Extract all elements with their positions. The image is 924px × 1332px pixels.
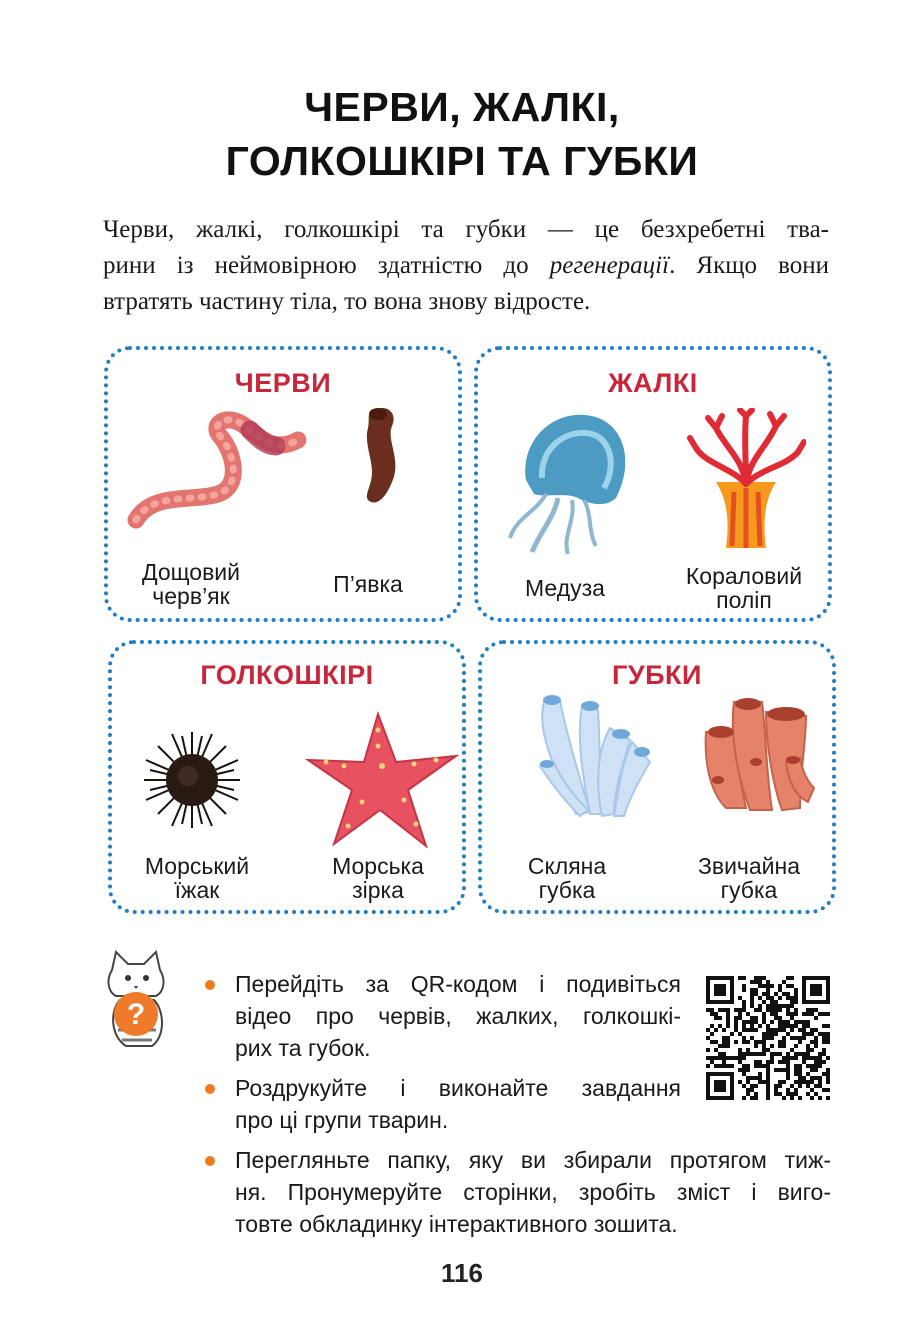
cat-question-icon: [100, 950, 172, 1050]
task-3-line-1: Перегляньте папку, яку ви збирали протягом тиж-: [235, 1147, 831, 1173]
card-worms: [104, 346, 462, 622]
label-coral-polyp-line2: поліп: [716, 587, 772, 613]
task-item: [205, 1144, 831, 1240]
title-line-1: ЧЕРВИ, ЖАЛКІ,: [304, 84, 620, 130]
card-sponges-title: ГУБКИ: [612, 660, 702, 690]
intro-line-2-b: . Якщо вони: [669, 252, 830, 279]
sea-urchin-icon: [142, 730, 242, 830]
label-starfish-line2: зірка: [352, 877, 404, 903]
label-jellyfish: [500, 576, 630, 600]
starfish-icon: [304, 710, 460, 850]
intro-term-regeneration: регенерації: [549, 252, 670, 279]
bullet-dot: [205, 980, 215, 990]
task-2-line-2: про ці групи тварин.: [235, 1107, 449, 1133]
label-common-sponge: [674, 854, 824, 902]
label-sea-urchin: [122, 854, 272, 902]
mascot-question-mark: ?: [126, 998, 146, 1031]
card-cnidaria-title: ЖАЛКІ: [608, 368, 698, 398]
coral-polyp-icon: [686, 408, 806, 558]
intro-line-3: втратять частину тіла, то вона знову відросте.: [103, 288, 591, 315]
label-jellyfish-line1: Медуза: [525, 575, 605, 601]
task-3-line-2: ня. Пронумеруйте сторінки, зробіть зміст і виго-: [235, 1179, 831, 1205]
intro-line-1: Черви, жалкі, голкошкірі та губки — це безхребетні тва-: [103, 216, 829, 243]
task-1-line-1: Перейдіть за QR-кодом і подивіться: [235, 971, 681, 997]
label-leech-line1: П’явка: [333, 571, 403, 597]
label-coral-polyp-line1: Кораловий: [685, 563, 803, 589]
glass-sponge-icon: [526, 692, 656, 822]
common-sponge-icon: [696, 692, 816, 822]
label-starfish-line1: Морська: [332, 853, 424, 879]
bullet-dot: [205, 1084, 215, 1094]
task-1-line-2: відео про червів, жалких, голкошкі-: [235, 1003, 681, 1029]
page-number: 116: [441, 1258, 483, 1288]
earthworm-icon: [122, 402, 312, 532]
card-cnidaria: [474, 346, 832, 622]
title-line-2: ГОЛКОШКІРІ ТА ГУБКИ: [225, 138, 699, 184]
card-worms-title: ЧЕРВИ: [234, 368, 332, 398]
card-sponges: [478, 640, 836, 914]
page-title: [0, 80, 924, 188]
label-sea-urchin-line2: їжак: [174, 877, 220, 903]
jellyfish-icon: [496, 408, 636, 558]
qr-code-icon[interactable]: [706, 976, 830, 1100]
label-glass-sponge-line1: Скляна: [527, 853, 607, 879]
intro-paragraph: [103, 212, 829, 320]
label-coral-polyp: [664, 564, 824, 612]
bullet-dot: [205, 1156, 215, 1166]
task-item: [205, 1072, 681, 1136]
label-earthworm: [126, 560, 256, 608]
label-sea-urchin-line1: Морський: [144, 853, 250, 879]
card-echinoderms: [108, 640, 466, 914]
label-leech: [308, 572, 428, 596]
task-1-line-3: рих та губок.: [235, 1035, 371, 1061]
task-3-line-3: товте обкладинку інтерактивного зошита.: [235, 1211, 678, 1237]
card-echinoderms-title: ГОЛКОШКІРІ: [200, 660, 374, 690]
label-earthworm-line2: черв’як: [152, 583, 230, 609]
label-earthworm-line1: Дощовий: [142, 559, 240, 585]
leech-icon: [352, 402, 412, 512]
label-starfish: [308, 854, 448, 902]
label-glass-sponge-line2: губка: [538, 877, 596, 903]
intro-line-2-a: рини із неймовірною здатністю до: [103, 252, 550, 279]
task-item: [205, 968, 681, 1064]
label-common-sponge-line2: губка: [720, 877, 778, 903]
label-common-sponge-line1: Звичайна: [697, 853, 801, 879]
task-2-line-1: Роздрукуйте і виконайте завдання: [235, 1075, 681, 1101]
label-glass-sponge: [502, 854, 632, 902]
intro-line-2: [103, 248, 829, 284]
